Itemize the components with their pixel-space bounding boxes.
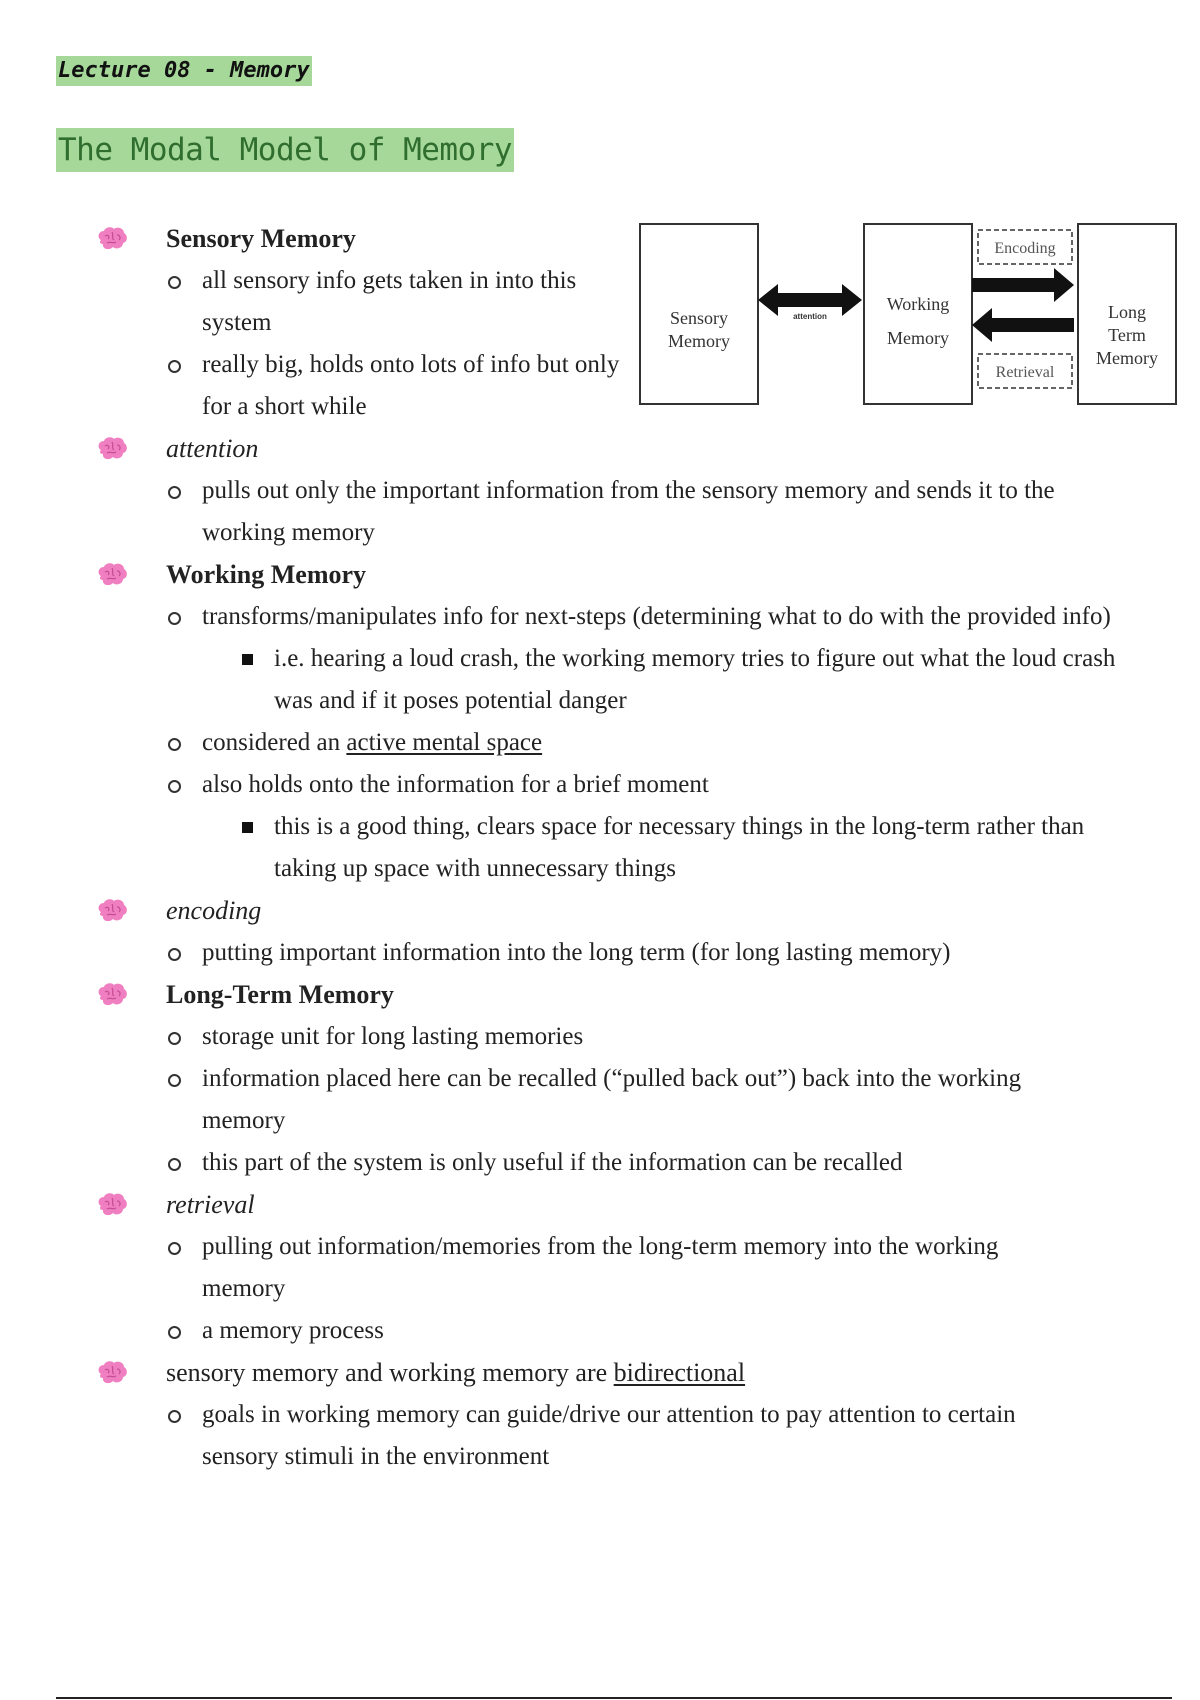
hollow-bullet-icon bbox=[168, 1158, 181, 1171]
sub-list bbox=[0, 260, 1200, 428]
list-item-text: this is a good thing, clears space for necessary things in the long-term rather than taking up space with unnecessary things bbox=[274, 813, 1085, 882]
topic-title: Sensory Memory bbox=[166, 224, 356, 253]
lecture-title: Lecture 08 - Memory bbox=[56, 56, 312, 86]
square-bullet-icon bbox=[242, 654, 253, 665]
topic-retrieval bbox=[0, 1184, 1200, 1352]
topic-heading bbox=[0, 428, 1200, 470]
hollow-bullet-icon bbox=[168, 1074, 181, 1087]
nested-list bbox=[0, 806, 1200, 890]
topic-title: Working Memory bbox=[166, 560, 367, 589]
list-item-text: putting important information into the long term (for long lasting memory) bbox=[202, 939, 951, 966]
hollow-bullet-icon bbox=[168, 1242, 181, 1255]
brain-icon bbox=[96, 436, 128, 462]
topic-title: sensory memory and working memory are bbox=[166, 1358, 614, 1387]
topic-heading bbox=[0, 1352, 1200, 1394]
nested-list-wrapper bbox=[0, 806, 1200, 890]
list-item-text: transforms/manipulates info for next-steps (determining what to do with the provided info) bbox=[202, 603, 1111, 630]
list-item bbox=[0, 260, 622, 344]
list-item-text: i.e. hearing a loud crash, the working memory tries to figure out what the loud crash was and if it poses potential danger bbox=[274, 645, 1116, 714]
working-memory-label-1: Working bbox=[886, 294, 950, 314]
encoding-label: Encoding bbox=[994, 240, 1056, 257]
list-item bbox=[0, 764, 1142, 806]
topic-title: Long-Term Memory bbox=[166, 980, 394, 1009]
topic-title: retrieval bbox=[166, 1190, 255, 1219]
hollow-bullet-icon bbox=[168, 486, 181, 499]
underlined-term: active mental space bbox=[346, 729, 543, 756]
nested-list-item bbox=[0, 806, 1144, 890]
sensory-memory-label-1: Sensory bbox=[670, 308, 728, 328]
section-title: The Modal Model of Memory bbox=[56, 128, 514, 172]
brain-icon bbox=[96, 1360, 128, 1386]
nested-list-wrapper bbox=[0, 638, 1200, 722]
topic-heading bbox=[0, 974, 1200, 1016]
list-item bbox=[0, 470, 1142, 554]
square-bullet-icon bbox=[242, 822, 253, 833]
hollow-bullet-icon bbox=[168, 738, 181, 751]
list-item-text: also holds onto the information for a brief moment bbox=[202, 771, 709, 798]
nested-list-item bbox=[0, 638, 1144, 722]
list-item bbox=[0, 722, 1142, 764]
topic-attention bbox=[0, 428, 1200, 554]
topic-encoding bbox=[0, 890, 1200, 974]
topic-title: attention bbox=[166, 434, 259, 463]
list-item-text: a memory process bbox=[202, 1317, 384, 1344]
topic-bidirectional bbox=[0, 1352, 1200, 1478]
topic-sensory-memory bbox=[0, 218, 1200, 428]
topic-working-memory bbox=[0, 554, 1200, 890]
long-term-memory-label-2: Term bbox=[1108, 325, 1146, 345]
list-item-text: goals in working memory can guide/drive our attention to pay attention to certain sensory stimuli in the environment bbox=[202, 1401, 1016, 1470]
hollow-bullet-icon bbox=[168, 1410, 181, 1423]
sensory-memory-label-2: Memory bbox=[668, 331, 730, 351]
sub-list bbox=[0, 1394, 1200, 1478]
list-item bbox=[0, 1394, 1082, 1478]
list-item-text: pulling out information/memories from the long-term memory into the working memory bbox=[202, 1233, 999, 1302]
list-item-text: considered an bbox=[202, 729, 347, 756]
list-item-text: storage unit for long lasting memories bbox=[202, 1023, 584, 1050]
list-item-text: this part of the system is only useful if the information can be recalled bbox=[202, 1149, 903, 1176]
list-item-text: information placed here can be recalled (“pulled back out”) back into the working memory bbox=[202, 1065, 1022, 1134]
working-memory-label-2: Memory bbox=[887, 328, 949, 348]
topic-heading bbox=[0, 1184, 1200, 1226]
list-item-text: all sensory info gets taken in into this system bbox=[202, 267, 577, 336]
brain-icon bbox=[96, 562, 128, 588]
hollow-bullet-icon bbox=[168, 360, 181, 373]
hollow-bullet-icon bbox=[168, 276, 181, 289]
topic-long-term-memory bbox=[0, 974, 1200, 1184]
attention-arrow-label: attention bbox=[793, 312, 827, 321]
hollow-bullet-icon bbox=[168, 948, 181, 961]
list-item bbox=[0, 932, 1142, 974]
retrieval-label: Retrieval bbox=[995, 364, 1055, 381]
topic-title: encoding bbox=[166, 896, 262, 925]
long-term-memory-label-1: Long bbox=[1108, 302, 1146, 322]
sub-list bbox=[0, 470, 1200, 554]
sub-list bbox=[0, 1226, 1200, 1352]
hollow-bullet-icon bbox=[168, 1326, 181, 1339]
list-item bbox=[0, 1310, 1142, 1352]
list-item bbox=[0, 1058, 1082, 1142]
hollow-bullet-icon bbox=[168, 1032, 181, 1045]
list-item bbox=[0, 596, 1142, 638]
footer-divider bbox=[56, 1697, 1172, 1699]
sub-list bbox=[0, 932, 1200, 974]
brain-icon bbox=[96, 898, 128, 924]
list-item-text: pulls out only the important information from the sensory memory and sends it to the working memory bbox=[202, 477, 1055, 546]
list-item bbox=[0, 1226, 1082, 1310]
topic-heading bbox=[0, 218, 1200, 260]
long-term-memory-label-3: Memory bbox=[1096, 348, 1158, 368]
brain-icon bbox=[96, 1192, 128, 1218]
list-item bbox=[0, 1142, 1142, 1184]
sub-list bbox=[0, 596, 1200, 890]
nested-list bbox=[0, 638, 1200, 722]
sub-list bbox=[0, 1016, 1200, 1184]
list-item-text: really big, holds onto lots of info but only for a short while bbox=[202, 351, 620, 420]
underlined-term: bidirectional bbox=[613, 1358, 746, 1387]
list-item bbox=[0, 1016, 1142, 1058]
hollow-bullet-icon bbox=[168, 780, 181, 793]
topic-heading bbox=[0, 554, 1200, 596]
hollow-bullet-icon bbox=[168, 612, 181, 625]
notes-list bbox=[0, 218, 1200, 1478]
brain-icon bbox=[96, 982, 128, 1008]
list-item bbox=[0, 344, 622, 428]
brain-icon bbox=[96, 226, 128, 252]
topic-heading bbox=[0, 890, 1200, 932]
